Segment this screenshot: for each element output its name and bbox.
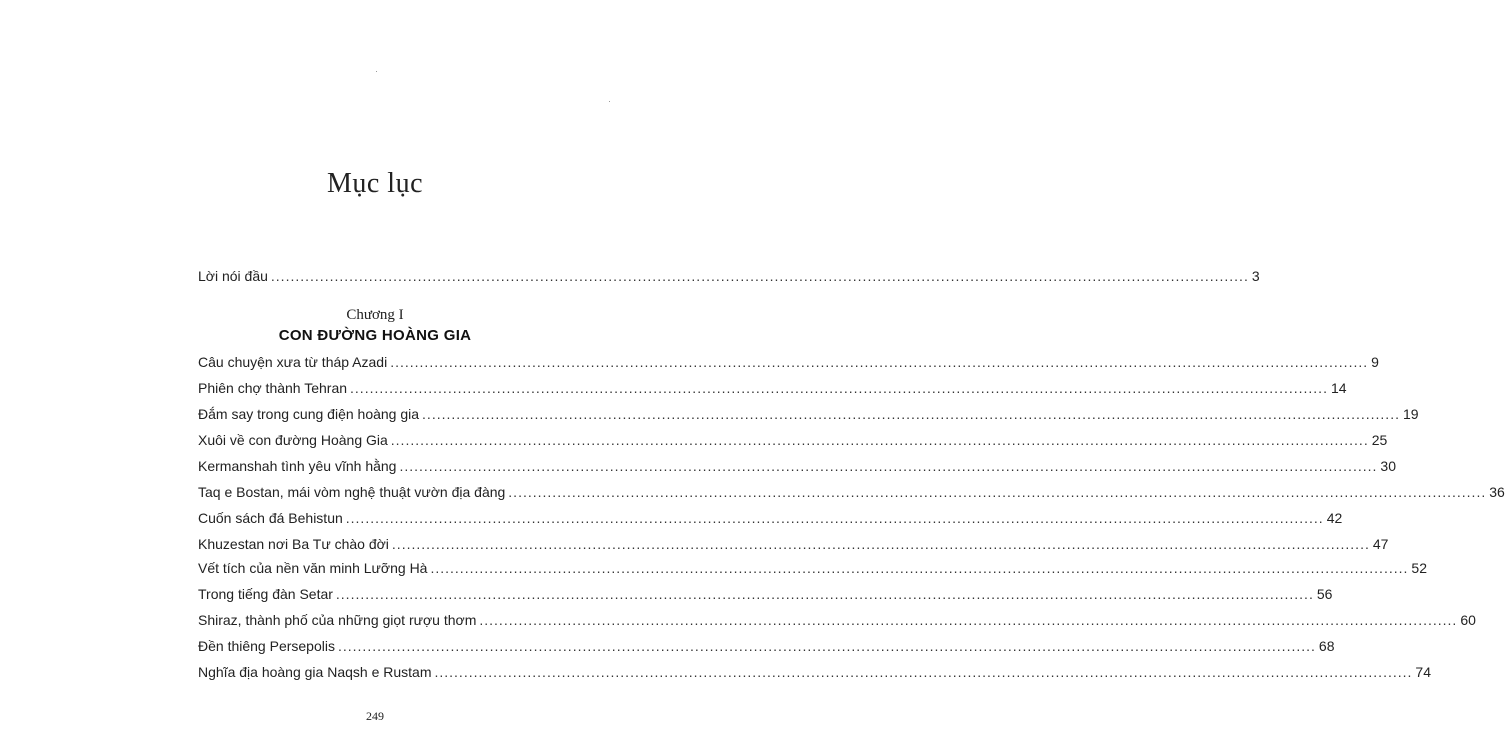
dot-leader: ........................................................................................................................................................................................................ bbox=[345, 510, 1324, 526]
toc-entry-title: Xuôi về con đường Hoàng Gia bbox=[198, 432, 388, 448]
dot-leader: ........................................................................................................................................................................................................ bbox=[422, 406, 1400, 422]
toc-entry-title: Nghĩa địa hoàng gia Naqsh e Rustam bbox=[198, 664, 432, 680]
toc-entry-title: Cuốn sách đá Behistun bbox=[198, 510, 343, 526]
dot-leader: ........................................................................................................................................................................................................ bbox=[434, 664, 1413, 680]
toc-entry bbox=[198, 638, 1335, 654]
page-title: Mục lục bbox=[326, 168, 424, 199]
toc-entry-title: Đền thiêng Persepolis bbox=[198, 638, 335, 654]
toc-entry-preface bbox=[198, 268, 1260, 284]
toc-entry bbox=[198, 432, 1388, 448]
dot-leader: ........................................................................................................................................................................................................ bbox=[335, 586, 1314, 602]
paper-speck bbox=[376, 71, 377, 72]
dot-leader: ........................................................................................................................................................................................................ bbox=[390, 432, 1369, 448]
dot-leader: ........................................................................................................................................................................................................ bbox=[350, 380, 1328, 396]
dot-leader: ........................................................................................................................................................................................................ bbox=[430, 560, 1409, 576]
toc-entry bbox=[198, 484, 1505, 500]
toc-entry-page: 42 bbox=[1326, 510, 1343, 526]
toc-entry-title: Kermanshah tình yêu vĩnh hằng bbox=[198, 458, 397, 474]
toc-entry bbox=[198, 510, 1343, 526]
toc-entry-title: Lời nói đầu bbox=[198, 268, 268, 284]
toc-entry-page: 36 bbox=[1489, 484, 1505, 500]
dot-leader: ........................................................................................................................................................................................................ bbox=[399, 458, 1378, 474]
toc-entry bbox=[198, 586, 1333, 602]
toc-entry-page: 68 bbox=[1318, 638, 1335, 654]
dot-leader: ........................................................................................................................................................................................................ bbox=[270, 268, 1249, 284]
toc-entry-title: Trong tiếng đàn Setar bbox=[198, 586, 333, 602]
toc-entry-title: Câu chuyện xưa từ tháp Azadi bbox=[198, 354, 388, 370]
toc-entry-page: 30 bbox=[1380, 458, 1396, 474]
paper-speck bbox=[609, 101, 610, 102]
toc-entry-page: 56 bbox=[1316, 586, 1333, 602]
toc-entry-title: Shiraz, thành phố của những giọt rượu thơm bbox=[198, 612, 477, 628]
toc-entry-page: 14 bbox=[1330, 380, 1347, 396]
chapter-number: Chương I bbox=[346, 307, 404, 323]
toc-entry bbox=[198, 380, 1347, 396]
toc-entry bbox=[198, 612, 1476, 628]
toc-entry-title: Phiên chợ thành Tehran bbox=[198, 380, 348, 396]
toc-entry-page: 52 bbox=[1411, 560, 1427, 576]
toc-entry-page: 19 bbox=[1402, 406, 1419, 422]
page-number: 249 bbox=[366, 709, 384, 723]
toc-entry-title: Khuzestan nơi Ba Tư chào đời bbox=[198, 536, 389, 552]
toc-entry bbox=[198, 664, 1431, 680]
toc-entry bbox=[198, 406, 1419, 422]
dot-leader: ........................................................................................................................................................................................................ bbox=[337, 638, 1316, 654]
dot-leader: ........................................................................................................................................................................................................ bbox=[391, 536, 1370, 552]
toc-entry bbox=[198, 536, 1389, 552]
toc-entry bbox=[198, 560, 1427, 576]
dot-leader: ........................................................................................................................................................................................................ bbox=[508, 484, 1487, 500]
toc-entry-page: 9 bbox=[1371, 354, 1379, 370]
toc-entry-title: Đắm say trong cung điện hoàng gia bbox=[198, 406, 420, 422]
toc-entry-page: 60 bbox=[1460, 612, 1476, 628]
toc-entry-page: 74 bbox=[1415, 664, 1431, 680]
toc-entry bbox=[198, 458, 1396, 474]
toc-entry-page: 47 bbox=[1372, 536, 1389, 552]
toc-entry-page: 25 bbox=[1371, 432, 1388, 448]
chapter-title: CON ĐƯỜNG HOÀNG GIA bbox=[278, 327, 472, 344]
dot-leader: ........................................................................................................................................................................................................ bbox=[479, 612, 1458, 628]
toc-entry-page: 3 bbox=[1251, 268, 1260, 284]
toc-entry-title: Vết tích của nền văn minh Lưỡng Hà bbox=[198, 560, 428, 576]
toc-entry-title: Taq e Bostan, mái vòm nghệ thuật vườn địa đàng bbox=[198, 484, 506, 500]
toc-entry bbox=[198, 354, 1379, 370]
dot-leader: ........................................................................................................................................................................................................ bbox=[390, 354, 1369, 370]
